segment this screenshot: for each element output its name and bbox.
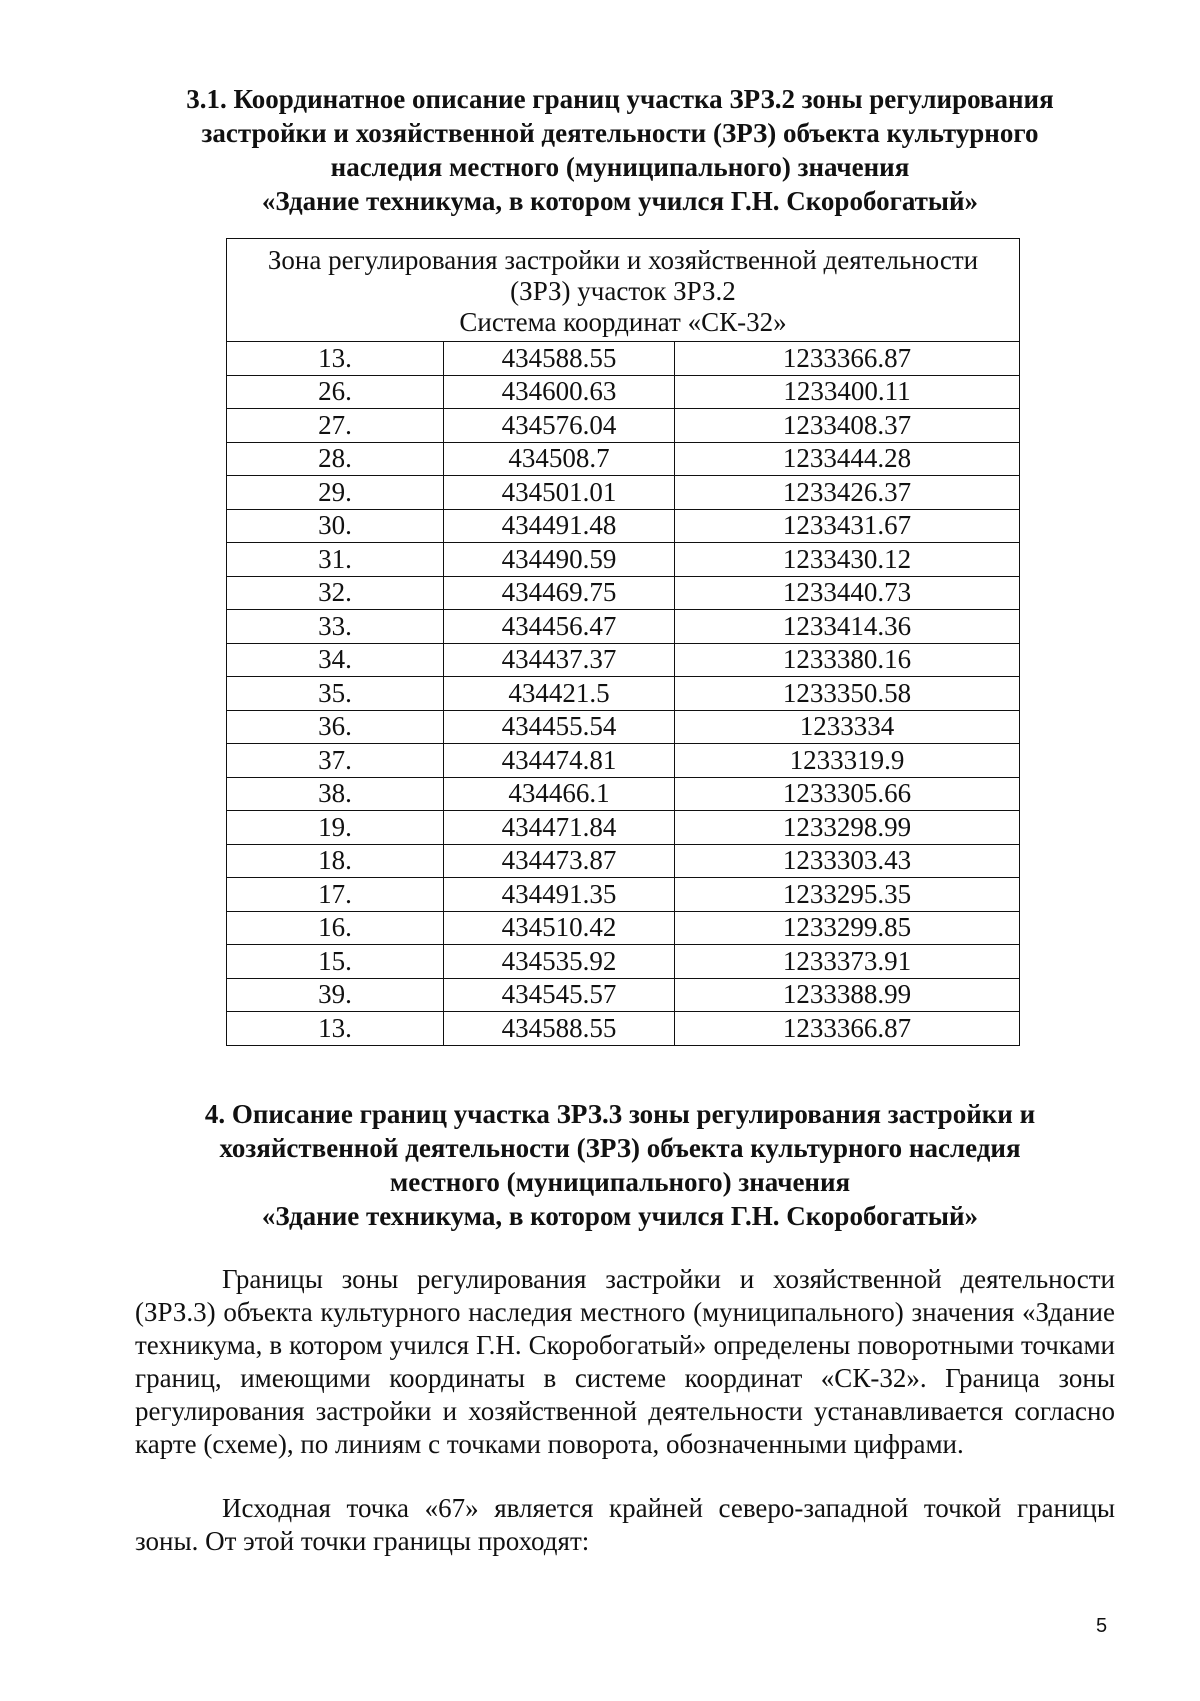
point-number-cell: 13. <box>227 342 444 376</box>
table-row <box>227 576 1020 610</box>
x-coordinate-cell: 434491.48 <box>444 509 675 543</box>
x-coordinate-cell: 434576.04 <box>444 409 675 443</box>
point-number-cell: 33. <box>227 610 444 644</box>
x-coordinate-cell: 434588.55 <box>444 1012 675 1046</box>
table-row <box>227 878 1020 912</box>
y-coordinate-cell: 1233334 <box>675 710 1020 744</box>
y-coordinate-cell: 1233408.37 <box>675 409 1020 443</box>
point-number-cell: 26. <box>227 375 444 409</box>
point-number-cell: 28. <box>227 442 444 476</box>
table-row <box>227 442 1020 476</box>
y-coordinate-cell: 1233350.58 <box>675 677 1020 711</box>
table-row <box>227 978 1020 1012</box>
y-coordinate-cell: 1233380.16 <box>675 643 1020 677</box>
y-coordinate-cell: 1233319.9 <box>675 744 1020 778</box>
point-number-cell: 15. <box>227 945 444 979</box>
x-coordinate-cell: 434535.92 <box>444 945 675 979</box>
point-number-cell: 31. <box>227 543 444 577</box>
table-header-line: Система координат «СК-32» <box>459 306 787 337</box>
heading-line: хозяйственной деятельности (ЗРЗ) объекта культурного наследия <box>219 1133 1021 1163</box>
y-coordinate-cell: 1233303.43 <box>675 844 1020 878</box>
table-row <box>227 777 1020 811</box>
x-coordinate-cell: 434588.55 <box>444 342 675 376</box>
x-coordinate-cell: 434545.57 <box>444 978 675 1012</box>
table-row <box>227 643 1020 677</box>
table-row <box>227 342 1020 376</box>
table-header-cell <box>227 239 1020 342</box>
x-coordinate-cell: 434473.87 <box>444 844 675 878</box>
point-number-cell: 29. <box>227 476 444 510</box>
body-paragraph-boundaries: Границы зоны регулирования застройки и хозяйственной деятельности (ЗРЗ.3) объекта культурного наследия местного (муниципального) значения «Здание техникума, в котором учился Г.Н. Скоробогатый» определены поворотными точками границ, имеющими координаты в системе координат «СК-32». Граница зоны регулирования застройки и хозяйственной деятельности устанавливается согласно карте (схеме), по линиям с точками поворота, обозначенными цифрами. <box>135 1264 1115 1459</box>
table-row <box>227 677 1020 711</box>
y-coordinate-cell: 1233295.35 <box>675 878 1020 912</box>
x-coordinate-cell: 434466.1 <box>444 777 675 811</box>
x-coordinate-cell: 434508.7 <box>444 442 675 476</box>
y-coordinate-cell: 1233298.99 <box>675 811 1020 845</box>
heading-line: наследия местного (муниципального) значения <box>330 152 910 182</box>
table-row <box>227 945 1020 979</box>
x-coordinate-cell: 434501.01 <box>444 476 675 510</box>
body-paragraph-start-point: Исходная точка «67» является крайней северо-западной точкой границы зоны. От этой точки границы проходят: <box>135 1493 1115 1556</box>
table-header-row <box>227 239 1020 342</box>
heading-line: «Здание техникума, в котором учился Г.Н. Скоробогатый» <box>261 1201 979 1231</box>
x-coordinate-cell: 434490.59 <box>444 543 675 577</box>
table-row <box>227 1012 1020 1046</box>
point-number-cell: 34. <box>227 643 444 677</box>
table-row <box>227 509 1020 543</box>
y-coordinate-cell: 1233373.91 <box>675 945 1020 979</box>
y-coordinate-cell: 1233444.28 <box>675 442 1020 476</box>
x-coordinate-cell: 434469.75 <box>444 576 675 610</box>
x-coordinate-cell: 434510.42 <box>444 911 675 945</box>
table-row <box>227 710 1020 744</box>
coordinates-table <box>226 238 1020 1046</box>
x-coordinate-cell: 434456.47 <box>444 610 675 644</box>
y-coordinate-cell: 1233366.87 <box>675 342 1020 376</box>
section-heading-4 <box>130 1097 1110 1233</box>
heading-line: 3.1. Координатное описание границ участка ЗРЗ.2 зоны регулирования <box>186 84 1054 114</box>
point-number-cell: 17. <box>227 878 444 912</box>
table-row <box>227 744 1020 778</box>
x-coordinate-cell: 434455.54 <box>444 710 675 744</box>
heading-line: 4. Описание границ участка ЗРЗ.3 зоны регулирования застройки и <box>204 1099 1036 1129</box>
y-coordinate-cell: 1233366.87 <box>675 1012 1020 1046</box>
table-header-line: (ЗРЗ) участок ЗРЗ.2 <box>510 275 736 306</box>
point-number-cell: 30. <box>227 509 444 543</box>
point-number-cell: 35. <box>227 677 444 711</box>
point-number-cell: 39. <box>227 978 444 1012</box>
table-row <box>227 543 1020 577</box>
point-number-cell: 18. <box>227 844 444 878</box>
y-coordinate-cell: 1233440.73 <box>675 576 1020 610</box>
y-coordinate-cell: 1233414.36 <box>675 610 1020 644</box>
x-coordinate-cell: 434491.35 <box>444 878 675 912</box>
y-coordinate-cell: 1233388.99 <box>675 978 1020 1012</box>
table-row <box>227 811 1020 845</box>
heading-line: местного (муниципального) значения <box>389 1167 851 1197</box>
table-row <box>227 610 1020 644</box>
table-row <box>227 476 1020 510</box>
y-coordinate-cell: 1233430.12 <box>675 543 1020 577</box>
point-number-cell: 32. <box>227 576 444 610</box>
y-coordinate-cell: 1233299.85 <box>675 911 1020 945</box>
table-row <box>227 375 1020 409</box>
y-coordinate-cell: 1233426.37 <box>675 476 1020 510</box>
table-row <box>227 911 1020 945</box>
x-coordinate-cell: 434437.37 <box>444 643 675 677</box>
heading-line: «Здание техникума, в котором учился Г.Н. Скоробогатый» <box>261 186 979 216</box>
y-coordinate-cell: 1233305.66 <box>675 777 1020 811</box>
table-row <box>227 409 1020 443</box>
section-heading-3-1 <box>130 82 1110 218</box>
x-coordinate-cell: 434474.81 <box>444 744 675 778</box>
point-number-cell: 37. <box>227 744 444 778</box>
point-number-cell: 36. <box>227 710 444 744</box>
y-coordinate-cell: 1233431.67 <box>675 509 1020 543</box>
table-header-line: Зона регулирования застройки и хозяйственной деятельности <box>267 244 979 275</box>
point-number-cell: 27. <box>227 409 444 443</box>
y-coordinate-cell: 1233400.11 <box>675 375 1020 409</box>
point-number-cell: 16. <box>227 911 444 945</box>
page-number: 5 <box>1096 1615 1108 1637</box>
x-coordinate-cell: 434471.84 <box>444 811 675 845</box>
heading-line: застройки и хозяйственной деятельности (ЗРЗ) объекта культурного <box>201 118 1039 148</box>
x-coordinate-cell: 434421.5 <box>444 677 675 711</box>
point-number-cell: 38. <box>227 777 444 811</box>
point-number-cell: 13. <box>227 1012 444 1046</box>
table-row <box>227 844 1020 878</box>
x-coordinate-cell: 434600.63 <box>444 375 675 409</box>
point-number-cell: 19. <box>227 811 444 845</box>
